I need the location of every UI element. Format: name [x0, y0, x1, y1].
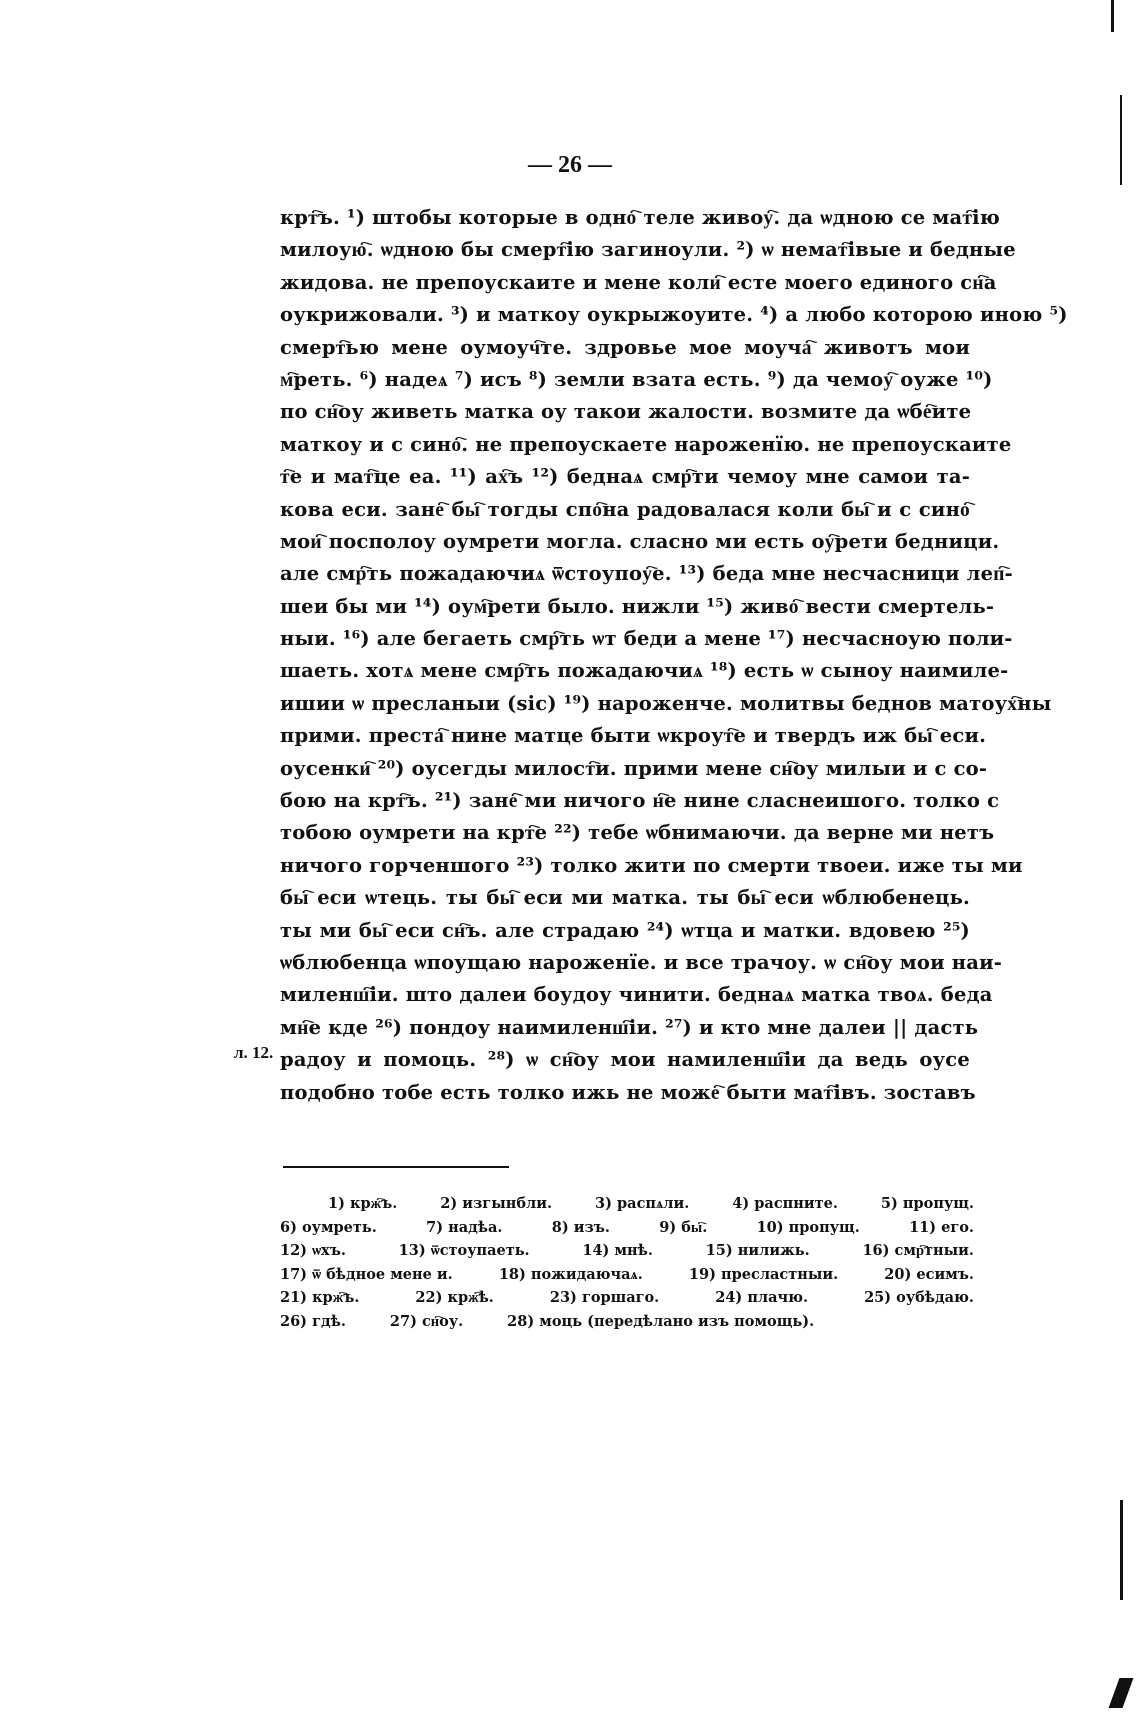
- text-line: радоу и помоць. ²⁸) ѡ сн҇оу мои намиленш҇іи да ведь оусе: [280, 1048, 970, 1072]
- footnote-item: 22) крж҇ѣ.: [415, 1289, 494, 1306]
- text-line: оусенки҇ ²⁰) оусегды милост҇и. прими мене сн҇оу милыи и с со-: [280, 756, 988, 780]
- footnote-item: 23) горшаго.: [549, 1289, 660, 1306]
- footnote-item: 25) оубѣдаю.: [864, 1289, 974, 1306]
- footnote-item: 8) изъ.: [551, 1218, 610, 1236]
- text-line: ѡблюбенца ѡпоущаю нароженїе. и все трачоу. ѡ сн҇оу мои наи-: [280, 950, 1003, 974]
- footnote-item: 11) его.: [909, 1218, 974, 1236]
- main-text-block: [280, 202, 1068, 1109]
- footnote-item: 12) ѡхъ.: [280, 1242, 346, 1259]
- text-line: м҇реть. ⁶) надеѧ ⁷) исъ ⁸) земли взата есть. ⁹) да чемоу҇ оуже ¹⁰): [280, 367, 993, 391]
- text-line: ишии ѡ пресланыи (sic) ¹⁹) нароженче. молитвы беднов матоух҇ны: [280, 691, 1052, 715]
- text-line: т҇е и мат҇це еа. ¹¹) ах҇ъ ¹²) беднаѧ смр҇ти чемоу мне самои та-: [280, 465, 970, 489]
- footnote-item: 18) пожидаючаѧ.: [498, 1265, 643, 1283]
- footnote-item: 3) распѧли.: [595, 1195, 690, 1212]
- footnote-item: 5) пропущ.: [880, 1195, 974, 1212]
- footnote-item: 10) пропущ.: [756, 1218, 860, 1236]
- text-line: прими. преста҇ нине матце быти ѡкроут҇е и твердъ иж бы҇ еси.: [280, 724, 987, 748]
- margin-note-folio: л. 12.: [234, 1043, 274, 1062]
- footnote-item: 7) надѣа.: [426, 1218, 503, 1236]
- scan-edge-mark-bottom: [1109, 1678, 1134, 1708]
- scan-edge-mark-lower: [1120, 1500, 1123, 1600]
- text-line: крт҇ъ. ¹) штобы которые в одно҇ теле живоу҇. да ѡдною се мат҇ію: [280, 206, 1000, 229]
- text-line: мн҇е кде ²⁶) пондоу наимиленш҇іи. ²⁷) и кто мне далеи || дасть: [280, 1015, 979, 1039]
- footnote-row: [280, 1216, 974, 1240]
- text-line: смерт҇ью мене оумоуч҇те. здровье мое моуча҇ животъ мои: [280, 335, 970, 359]
- footnote-item: 19) пресластныи.: [688, 1265, 839, 1283]
- footnote-item: 9) бы҇.: [659, 1218, 708, 1236]
- text-line: шаеть. хотѧ мене смр҇ть пожадаючиѧ ¹⁸) есть ѡ сыноу наимиле-: [280, 659, 1009, 683]
- footnotes-block: [280, 1192, 974, 1333]
- footnote-row: [280, 1263, 974, 1287]
- footnote-item: 2) изгынбли.: [440, 1195, 553, 1212]
- footnote-item: 27) сн҇оу.: [389, 1312, 464, 1330]
- footnote-item: 14) мнѣ.: [582, 1242, 653, 1259]
- text-line: шеи бы ми ¹⁴) оум҇рети было. нижли ¹⁵) живо҇ вести смертель-: [280, 594, 995, 618]
- text-line: милоую҇. ѡдною бы смерт҇ію загиноули. ²) ѡ немат҇івые и бедные: [280, 238, 1016, 262]
- footnote-item: 1) крж҇ъ.: [328, 1195, 398, 1212]
- text-line: бою на крт҇ъ. ²¹) зане҇ ми ничого н҇е нине сласнеишого. толко с: [280, 789, 1000, 813]
- text-line: кова еси. зане҇ бы҇ тогды спо҇на радовалася коли бы҇ и с сино҇: [280, 497, 970, 521]
- footnote-item: 4) распните.: [732, 1195, 838, 1212]
- footnote-row: [280, 1239, 974, 1263]
- footnote-item: 16) смр҇тныи.: [862, 1242, 974, 1259]
- footnote-item: 13) ѿстоупаеть.: [398, 1242, 530, 1259]
- text-line: миленш҇іи. што далеи боудоу чинити. беднаѧ матка твоѧ. беда: [280, 983, 993, 1007]
- footnote-item: 17) ѿ бѣдное мене и.: [280, 1265, 453, 1283]
- scan-edge-mark-upper: [1120, 95, 1122, 185]
- footnote-item: 6) оумреть.: [280, 1218, 377, 1236]
- footnote-item: 28) моць (передѣлано изъ помощь).: [507, 1312, 815, 1330]
- footnote-item: 26) гдѣ.: [280, 1312, 346, 1330]
- text-line: маткоу и с сино҇. не препоускаете нароженїю. не препоускаите: [280, 432, 1012, 456]
- text-line: по сн҇оу живеть матка оу такои жалости. возмите да ѡбе҇ите: [280, 400, 972, 424]
- footnote-row: [280, 1286, 974, 1310]
- page-number: — 26 —: [528, 152, 612, 178]
- text-line: жидова. не препоускаите и мене коли҇ есте моего единого сн҇а: [280, 270, 997, 294]
- text-line: ты ми бы҇ еси сн҇ъ. але страдаю ²⁴) ѡтца и матки. вдовею ²⁵): [280, 918, 970, 942]
- text-line: мои҇ посполоу оумрети могла. сласно ми есть оу҇рети бедници.: [280, 529, 1000, 553]
- text-line: але смр҇ть пожадаючиѧ ѿстоупоу҇е. ¹³) беда мне несчасници леп҇-: [280, 562, 1013, 586]
- text-line: ничого горченшого ²³) толко жити по смерти твоеи. иже ты ми: [280, 853, 1023, 877]
- footnote-row: [280, 1310, 974, 1334]
- footnote-item: 20) есимъ.: [884, 1265, 974, 1283]
- footnote-item: 15) нилижь.: [705, 1242, 810, 1259]
- text-line: тобою оумрети на крт҇е ²²) тебе ѡбнимаючи. да верне ми нетъ: [280, 821, 995, 845]
- text-line: ныи. ¹⁶) але бегаеть смр҇ть ѡт беди а мене ¹⁷) несчасноую поли-: [280, 627, 1013, 651]
- footnote-row: [280, 1192, 974, 1216]
- footnote-separator: [283, 1166, 509, 1168]
- text-line: подобно тобе есть толко ижь не може҇ быти мат҇івъ. зоставъ: [280, 1080, 976, 1104]
- scan-edge-mark-top: [1111, 0, 1114, 32]
- text-line: бы҇ еси ѡтець. ты бы҇ еси ми матка. ты бы҇ еси ѡблюбенець.: [280, 886, 970, 910]
- footnote-item: 24) плачю.: [715, 1289, 809, 1306]
- footnote-item: 21) крж҇ъ.: [280, 1289, 360, 1306]
- text-line: оукрижовали. ³) и маткоу оукрыжоуите. ⁴) а любо которою иною ⁵): [280, 303, 1068, 327]
